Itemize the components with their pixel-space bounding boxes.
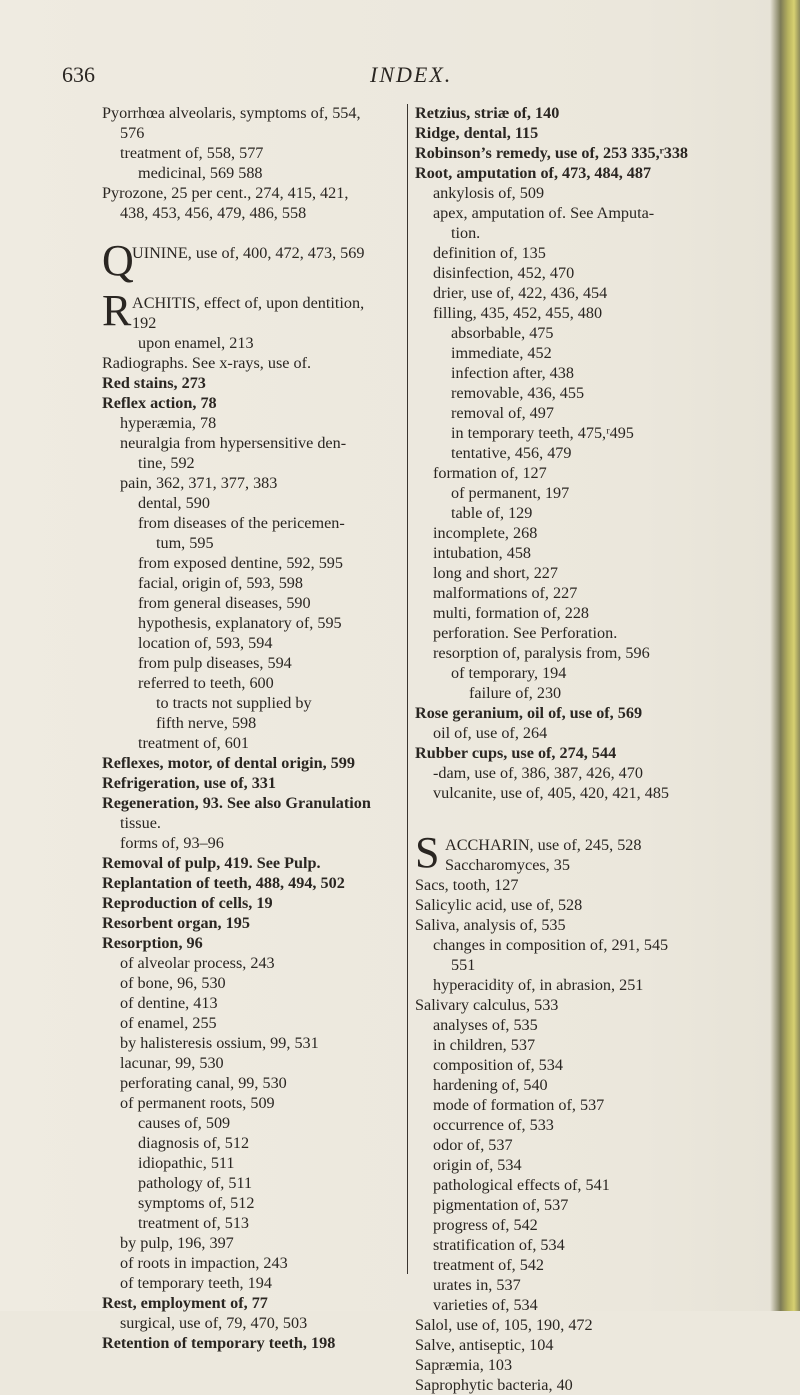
index-subentry: table of, 129 bbox=[451, 504, 533, 522]
index-entry: Saliva, analysis of, 535 bbox=[415, 916, 566, 934]
index-subentry: definition of, 135 bbox=[433, 244, 546, 262]
index-subentry: perforating canal, 99, 530 bbox=[120, 1074, 287, 1092]
index-subentry: treatment of, 558, 577 bbox=[120, 144, 264, 162]
index-subentry: from general diseases, 590 bbox=[138, 594, 311, 612]
index-subentry: multi, formation of, 228 bbox=[433, 604, 590, 622]
index-entry: Pyrozone, 25 per cent., 274, 415, 421, bbox=[102, 184, 349, 202]
index-subentry: stratification of, 534 bbox=[433, 1236, 565, 1254]
index-entry: Reproduction of cells, 19 bbox=[102, 894, 273, 912]
index-entry: Salicylic acid, use of, 528 bbox=[415, 896, 583, 914]
index-subentry: progress of, 542 bbox=[433, 1216, 538, 1234]
index-entry: Reflexes, motor, of dental origin, 599 bbox=[102, 754, 355, 772]
drop-initial: R bbox=[102, 286, 132, 335]
index-entry: Rest, employment of, 77 bbox=[102, 1294, 268, 1312]
index-subentry: from pulp diseases, 594 bbox=[138, 654, 292, 672]
index-entry: Root, amputation of, 473, 484, 487 bbox=[415, 164, 652, 182]
index-entry: Rubber cups, use of, 274, 544 bbox=[415, 744, 617, 762]
index-subentry: treatment of, 513 bbox=[138, 1214, 250, 1232]
index-subentry: vulcanite, use of, 405, 420, 421, 485 bbox=[433, 784, 670, 802]
index-entry: Pyorrhœa alveolaris, symptoms of, 554, bbox=[102, 104, 361, 122]
index-entry: Removal of pulp, 419. See Pulp. bbox=[102, 854, 321, 872]
drop-initial: Q bbox=[102, 236, 134, 285]
index-subentry: malformations of, 227 bbox=[433, 584, 578, 602]
index-subentry: of permanent, 197 bbox=[451, 484, 570, 502]
index-subentry: intubation, 458 bbox=[433, 544, 532, 562]
letter-section-head bbox=[102, 236, 402, 285]
page-edge-shadow bbox=[770, 0, 800, 1311]
index-entry: Saprophytic bacteria, 40 bbox=[415, 1376, 573, 1394]
index-subentry: symptoms of, 512 bbox=[138, 1194, 255, 1212]
index-subentry: formation of, 127 bbox=[433, 464, 547, 482]
index-subentry: apex, amputation of. See Amputa- bbox=[433, 204, 655, 222]
index-subentry: incomplete, 268 bbox=[433, 524, 538, 542]
index-subentry: origin of, 534 bbox=[433, 1156, 522, 1174]
index-subentry: 576 bbox=[120, 124, 145, 142]
index-subentry: 438, 453, 456, 479, 486, 558 bbox=[120, 204, 307, 222]
index-subentry: tissue. bbox=[120, 814, 161, 832]
index-subentry: oil of, use of, 264 bbox=[433, 724, 548, 742]
letter-section-head bbox=[102, 286, 402, 335]
index-subentry: tentative, 456, 479 bbox=[451, 444, 572, 462]
index-entry: Red stains, 273 bbox=[102, 374, 206, 392]
spacer bbox=[415, 803, 745, 823]
spacer bbox=[102, 223, 402, 243]
index-subentry: from diseases of the pericemen- bbox=[138, 514, 345, 532]
index-entry: UININE, use of, 400, 472, 473, 569 bbox=[132, 244, 365, 262]
index-subentry: analyses of, 535 bbox=[433, 1016, 538, 1034]
index-subentry: of enamel, 255 bbox=[120, 1014, 217, 1032]
index-subentry: of dentine, 413 bbox=[120, 994, 218, 1012]
index-subentry: neuralgia from hypersensitive den- bbox=[120, 434, 347, 452]
index-subentry: ankylosis of, 509 bbox=[433, 184, 545, 202]
index-subentry: causes of, 509 bbox=[138, 1114, 231, 1132]
drop-initial: S bbox=[415, 828, 440, 877]
index-subentry: pain, 362, 371, 377, 383 bbox=[120, 474, 278, 492]
index-subentry: hyperacidity of, in abrasion, 251 bbox=[433, 976, 644, 994]
index-entry: Salivary calculus, 533 bbox=[415, 996, 559, 1014]
index-subentry: in temporary teeth, 475,ʳ495 bbox=[451, 424, 634, 442]
index-subentry: hypothesis, explanatory of, 595 bbox=[138, 614, 342, 632]
index-subentry: long and short, 227 bbox=[433, 564, 558, 582]
index-entry: Radiographs. See x-rays, use of. bbox=[102, 354, 312, 372]
index-subentry: failure of, 230 bbox=[469, 684, 562, 702]
index-subentry: to tracts not supplied by bbox=[156, 694, 312, 712]
index-subentry: mode of formation of, 537 bbox=[433, 1096, 605, 1114]
index-subentry: urates in, 537 bbox=[433, 1276, 521, 1294]
index-entry: Reflex action, 78 bbox=[102, 394, 217, 412]
index-subentry: of temporary teeth, 194 bbox=[120, 1274, 272, 1292]
letter-section-head bbox=[415, 828, 745, 877]
index-entry: Salve, antiseptic, 104 bbox=[415, 1336, 554, 1354]
index-subentry: hyperæmia, 78 bbox=[120, 414, 217, 432]
index-subentry: in children, 537 bbox=[433, 1036, 536, 1054]
index-subentry: location of, 593, 594 bbox=[138, 634, 273, 652]
index-entry: 192 bbox=[132, 314, 157, 332]
index-subentry: immediate, 452 bbox=[451, 344, 552, 362]
index-entry: Sapræmia, 103 bbox=[415, 1356, 513, 1374]
index-entry: ACHITIS, effect of, upon dentition, bbox=[132, 294, 365, 312]
index-subentry: disinfection, 452, 470 bbox=[433, 264, 575, 282]
index-entry: Robinson’s remedy, use of, 253 335,ʳ338 bbox=[415, 144, 689, 162]
index-entry: Retention of temporary teeth, 198 bbox=[102, 1334, 336, 1352]
index-subentry: composition of, 534 bbox=[433, 1056, 563, 1074]
index-entry: Rose geranium, oil of, use of, 569 bbox=[415, 704, 643, 722]
index-entry: Saccharomyces, 35 bbox=[445, 856, 570, 874]
index-subentry: of alveolar process, 243 bbox=[120, 954, 275, 972]
index-subentry: removable, 436, 455 bbox=[451, 384, 585, 402]
index-subentry: infection after, 438 bbox=[451, 364, 574, 382]
index-subentry: odor of, 537 bbox=[433, 1136, 513, 1154]
index-subentry: 551 bbox=[451, 956, 476, 974]
running-head: INDEX. bbox=[370, 62, 453, 87]
index-entry: Replantation of teeth, 488, 494, 502 bbox=[102, 874, 345, 892]
index-subentry: hardening of, 540 bbox=[433, 1076, 548, 1094]
index-subentry: resorption of, paralysis from, 596 bbox=[433, 644, 650, 662]
index-entry: Sacs, tooth, 127 bbox=[415, 876, 519, 894]
index-entry: Retzius, striæ of, 140 bbox=[415, 104, 560, 122]
index-subentry: by halisteresis ossium, 99, 531 bbox=[120, 1034, 319, 1052]
index-subentry: filling, 435, 452, 455, 480 bbox=[433, 304, 603, 322]
index-subentry: dental, 590 bbox=[138, 494, 210, 512]
spacer bbox=[102, 281, 402, 293]
index-subentry: tum, 595 bbox=[156, 534, 214, 552]
index-subentry: tine, 592 bbox=[138, 454, 195, 472]
index-subentry: tion. bbox=[451, 224, 481, 242]
index-subentry: varieties of, 534 bbox=[433, 1296, 538, 1314]
index-subentry: changes in composition of, 291, 545 bbox=[433, 936, 669, 954]
index-subentry: upon enamel, 213 bbox=[138, 334, 254, 352]
index-subentry: lacunar, 99, 530 bbox=[120, 1054, 224, 1072]
index-subentry: facial, origin of, 593, 598 bbox=[138, 574, 303, 592]
index-subentry: treatment of, 601 bbox=[138, 734, 250, 752]
index-subentry: perforation. See Perforation. bbox=[433, 624, 618, 642]
index-subentry: occurrence of, 533 bbox=[433, 1116, 554, 1134]
index-subentry: by pulp, 196, 397 bbox=[120, 1234, 234, 1252]
index-subentry: of permanent roots, 509 bbox=[120, 1094, 275, 1112]
index-subentry: pathological effects of, 541 bbox=[433, 1176, 610, 1194]
index-subentry: of temporary, 194 bbox=[451, 664, 567, 682]
index-subentry: drier, use of, 422, 436, 454 bbox=[433, 284, 608, 302]
index-entry: Refrigeration, use of, 331 bbox=[102, 774, 276, 792]
index-subentry: of roots in impaction, 243 bbox=[120, 1254, 288, 1272]
index-subentry: fifth nerve, 598 bbox=[156, 714, 257, 732]
column-divider bbox=[407, 104, 408, 1274]
index-entry: Resorbent organ, 195 bbox=[102, 914, 250, 932]
index-subentry: forms of, 93–96 bbox=[120, 834, 224, 852]
index-entry: ACCHARIN, use of, 245, 528 bbox=[445, 836, 642, 854]
index-subentry: diagnosis of, 512 bbox=[138, 1134, 250, 1152]
index-subentry: medicinal, 569 588 bbox=[138, 164, 263, 182]
index-column-left bbox=[102, 103, 402, 1353]
index-subentry: -dam, use of, 386, 387, 426, 470 bbox=[433, 764, 643, 782]
index-subentry: surgical, use of, 79, 470, 503 bbox=[120, 1314, 308, 1332]
index-subentry: pathology of, 511 bbox=[138, 1174, 253, 1192]
index-entry: Salol, use of, 105, 190, 472 bbox=[415, 1316, 593, 1334]
index-entry: Regeneration, 93. See also Granulation bbox=[102, 794, 371, 812]
page-number: 636 bbox=[62, 62, 95, 87]
index-subentry: pigmentation of, 537 bbox=[433, 1196, 569, 1214]
index-subentry: idiopathic, 511 bbox=[138, 1154, 235, 1172]
index-entry: Ridge, dental, 115 bbox=[415, 124, 539, 142]
spacer bbox=[415, 823, 745, 835]
index-column-right bbox=[415, 103, 745, 1395]
index-subentry: removal of, 497 bbox=[451, 404, 554, 422]
index-subentry: referred to teeth, 600 bbox=[138, 674, 274, 692]
index-entry: Resorption, 96 bbox=[102, 934, 203, 952]
index-subentry: absorbable, 475 bbox=[451, 324, 554, 342]
index-subentry: of bone, 96, 530 bbox=[120, 974, 226, 992]
index-subentry: treatment of, 542 bbox=[433, 1256, 545, 1274]
index-subentry: from exposed dentine, 592, 595 bbox=[138, 554, 343, 572]
